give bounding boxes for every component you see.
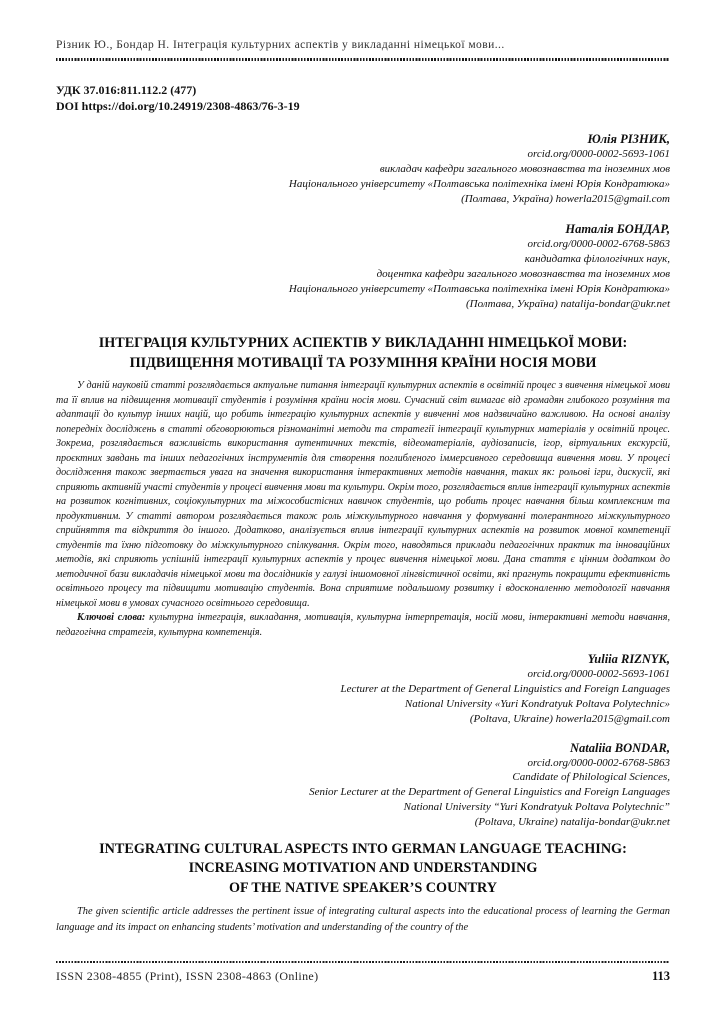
abstract-en <box>56 904 670 935</box>
page-footer <box>56 961 670 985</box>
author-block-ua-riznyk <box>56 131 670 207</box>
author-position: Senior Lecturer at the Department of General Linguistics and Foreign Languages <box>309 786 670 799</box>
author-name: Yuliia RIZNYK, <box>587 652 670 667</box>
author-location-email: (Полтава, Україна) howerla2015@gmail.com <box>461 192 670 205</box>
author-position: викладач кафедри загального мовознавства та іноземних мов <box>379 162 670 175</box>
abstract-ua-text: У даній науковій статті розглядається актуальне питання інтеграції культурних аспектів в освітній процес з вивчення німецької мови та її вплив на підвищення мотивації студентів і розуміння країни носія мови. Сучасний світ вимагає від громадян глибокого розуміння та адаптації до культур інших націй, що робить інтеграцію культурних аспектів у вивченні мов надзвичайно важливою. На основі аналізу попередніх досліджень в статті обговорюються різноманітні методи та стратегії інтеграції культурних матеріалів у освітній процес. Зокрема, розглядається важливість використання аутентичних текстів, відеоматеріалів, аудіозаписів, ігор, віртуальних екскурсій, проєктних завдань та інших педагогічних інструментів для створення поглибленого іммерсивного середовища вивчення мови. У процесі дослідження також звертається увага на значення використання інтерактивних методів навчання, таких як: рольові ігри, дискусії, які сприяють активній участі студентів у процесі вивчення мови та культури. Окрім того, розглядається вплив інтеграції культурних аспектів на розвиток когнітивних, соціокультурних та міжособистісних навичок студентів, що робить процес навчання більш комплексним та продуктивним. У статті автором розглядається також роль міжкультурного навчання у формуванні толерантного міжкультурного сприйняття та відкриття до іншого. Додатково, аналізується вплив інтеграції культурних аспектів на розвиток мовної компетенції студентів та їхню підготовку до міжкультурного спілкування. Окрім того, наводяться приклади педагогічних практик та інноваційних методів, які сприяють успішній інтеграції культурних аспектів у процес вивчення німецької мови. Дана стаття є цінним додатком до методичної бази викладачів німецької мови та дослідників у галузі іншомовної лінгвістичної освіти, які прагнуть покращити ефективність освітнього процесу та підвищити мотивацію студентів. Вона сприятиме подальшому розвитку і вдосконаленню методології навчання німецької мови в умовах сучасного освітнього середовища. <box>56 380 670 609</box>
header-divider <box>56 58 670 61</box>
author-orcid: orcid.org/0000-0002-5693-1061 <box>527 147 670 160</box>
author-university: Національного університету «Полтавська політехніка імені Юрія Кондратюка» <box>288 177 670 190</box>
article-title-en-line2: INCREASING MOTIVATION AND UNDERSTANDING <box>188 860 538 877</box>
udc-code: УДК 37.016:811.112.2 (477) <box>56 82 197 97</box>
author-name: Юлія РІЗНИК, <box>587 131 670 146</box>
author-degree: кандидатка філологічних наук, <box>524 252 670 265</box>
author-name: Nataliia BONDAR, <box>569 740 670 755</box>
author-position: доцентка кафедри загального мовознавства та іноземних мов <box>376 268 670 281</box>
meta-block <box>56 82 670 114</box>
article-title-en-line1: INTEGRATING CULTURAL ASPECTS INTO GERMAN LANGUAGE TEACHING: <box>99 840 627 857</box>
article-title-ua <box>56 333 670 373</box>
author-block-ua-bondar <box>56 221 670 312</box>
keywords-text: культурна інтеграція, викладання, мотивація, культурна інтерпретація, носій мови, інтерактивні методи навчання, педагогічна стратегія, культурна компетенція. <box>56 612 670 638</box>
abstract-ua <box>56 379 670 640</box>
author-location-email: (Poltava, Ukraine) howerla2015@gmail.com <box>469 712 670 725</box>
doi-line: DOI https://doi.org/10.24919/2308-4863/76-3-19 <box>56 98 300 113</box>
author-block-en-bondar <box>56 740 670 830</box>
author-university: National University “Yuri Kondratyuk Poltava Polytechnic” <box>403 800 670 813</box>
keywords-label: Ключові слова: <box>77 612 146 624</box>
article-title-en <box>56 840 670 899</box>
author-orcid: orcid.org/0000-0002-6768-5863 <box>527 237 670 250</box>
keywords-ua <box>56 611 670 640</box>
author-university: Національного університету «Полтавська політехніка імені Юрія Кондратюка» <box>288 283 670 296</box>
author-orcid: orcid.org/0000-0002-5693-1061 <box>527 668 670 681</box>
author-university: National University «Yuri Kondratyuk Poltava Polytechnic» <box>404 697 670 710</box>
article-title-en-line3: OF THE NATIVE SPEAKER’S COUNTRY <box>228 879 498 896</box>
author-block-en-riznyk <box>56 651 670 726</box>
article-title-ua-line1: ІНТЕГРАЦІЯ КУЛЬТУРНИХ АСПЕКТІВ У ВИКЛАДАННІ НІМЕЦЬКОЇ МОВИ: <box>98 335 628 352</box>
author-degree: Candidate of Philological Sciences, <box>512 771 670 784</box>
author-position: Lecturer at the Department of General Linguistics and Foreign Languages <box>340 683 670 696</box>
footer-issn: ISSN 2308-4855 (Print), ISSN 2308-4863 (Online) <box>56 969 319 983</box>
running-header: Різник Ю., Бондар Н. Інтеграція культурних аспектів у викладанні німецької мови... <box>56 39 505 51</box>
article-title-ua-line2: ПІДВИЩЕННЯ МОТИВАЦІЇ ТА РОЗУМІННЯ КРАЇНИ НОСІЯ МОВИ <box>129 355 597 372</box>
author-name: Наталія БОНДАР, <box>565 221 670 236</box>
author-location-email: (Полтава, Україна) natalija-bondar@ukr.net <box>465 298 670 311</box>
author-orcid: orcid.org/0000-0002-6768-5863 <box>527 756 670 769</box>
footer-page-number: 113 <box>651 969 670 983</box>
abstract-en-text: The given scientific article addresses the pertinent issue of integrating cultural aspects into the educational process of learning the German language and its impact on enhancing students’ motivation and understanding of the country of the <box>56 906 670 933</box>
author-location-email: (Poltava, Ukraine) natalija-bondar@ukr.net <box>474 815 670 828</box>
